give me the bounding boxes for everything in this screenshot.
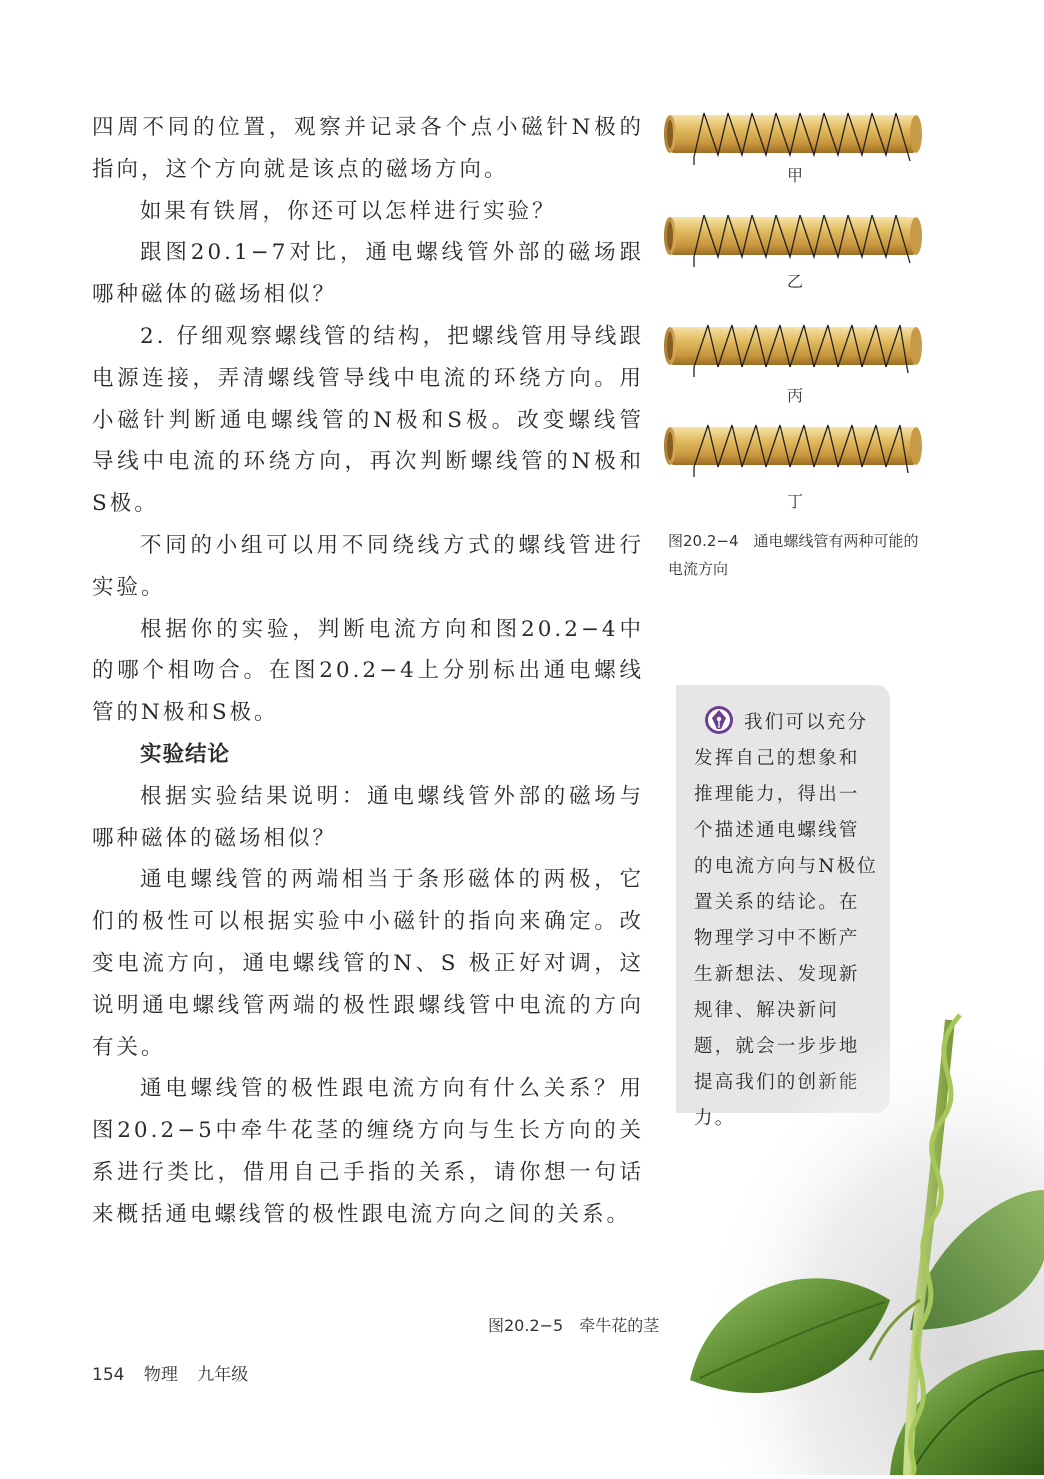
plant-photo-icon: [680, 1000, 1044, 1475]
coil-label-bing: 丙: [786, 386, 803, 405]
figure-caption-coils: 图20.2−4 通电螺线管有两种可能的电流方向: [668, 532, 919, 578]
morning-glory-stem-image: [680, 1000, 1044, 1475]
coil-label-ding: 丁: [786, 492, 803, 511]
paragraph-6: 根据你的实验，判断电流方向和图20.2−4中的哪个相吻合。在图20.2−4上分别标出通电螺线管的N极和S极。: [92, 616, 644, 726]
paragraph-3: 跟图20.1−7对比，通电螺线管外部的磁场跟哪种磁体的磁场相似？: [92, 240, 644, 308]
coil-yi: [660, 207, 930, 297]
coil-label-jia: 甲: [786, 166, 803, 185]
coil-bing: [660, 317, 930, 407]
page-number: 154: [92, 1365, 125, 1385]
sidebar-body: 我们可以充分发挥自己的想象和推理能力，得出一个描述通电螺线管的电流方向与N极位置关系的结论。在物理学习中不断产生新想法、发现新: [694, 712, 878, 985]
solenoid-coil-c-icon: [660, 317, 930, 377]
solenoid-coil-b-icon: [660, 207, 930, 267]
coil-label-yi: 乙: [786, 272, 803, 291]
paragraph-7: 根据实验结果说明：通电螺线管外部的磁场与哪种磁体的磁场相似？: [92, 783, 644, 851]
solenoid-coil-d-icon: [660, 417, 930, 477]
coil-jia: [660, 105, 930, 195]
footer-grade: 九年级: [197, 1365, 249, 1385]
footer-subject: 物理: [143, 1365, 178, 1385]
paragraph-1: 四周不同的位置，观察并记录各个点小磁针N极的指向，这个方向就是该点的磁场方向。: [92, 115, 644, 182]
pen-nib-icon: [704, 705, 734, 735]
section-heading: 实验结论: [140, 741, 231, 767]
paragraph-2: 如果有铁屑，你还可以怎样进行实验？: [140, 198, 557, 224]
solenoid-coil-a-icon: [660, 105, 930, 165]
paragraph-9: 通电螺线管的极性跟电流方向有什么关系？用图20.2−5中牵牛花茎的缠绕方向与生长方向的关系进行类比，借用自己手指的关系，请你想一句话来概括通电螺线管的极性跟电流方向之间的关系。: [92, 1076, 644, 1227]
page-footer: [92, 1360, 262, 1385]
paragraph-8: 通电螺线管的两端相当于条形磁体的两极，它们的极性可以根据实验中小磁针的指向来确定。改变电流方向，通电螺线管的N、S 极正好对调，这说明通电螺线管两端的极性跟螺线管中电流的方向有关。: [92, 867, 644, 1060]
paragraph-5: 不同的小组可以用不同绕线方式的螺线管进行实验。: [92, 532, 644, 600]
coil-ding: [660, 417, 930, 511]
paragraph-4: 2. 仔细观察螺线管的结构，把螺线管用导线跟电源连接，弄清螺线管导线中电流的环绕方向。用小磁针判断通电螺线管的N极和S极。改变螺线管导线中电流的环绕方向，再次判断螺线管的N极和S极。: [92, 323, 644, 517]
main-text: [92, 107, 644, 1236]
figure-caption-plant: 图20.2−5 牵牛花的茎: [488, 1316, 660, 1335]
